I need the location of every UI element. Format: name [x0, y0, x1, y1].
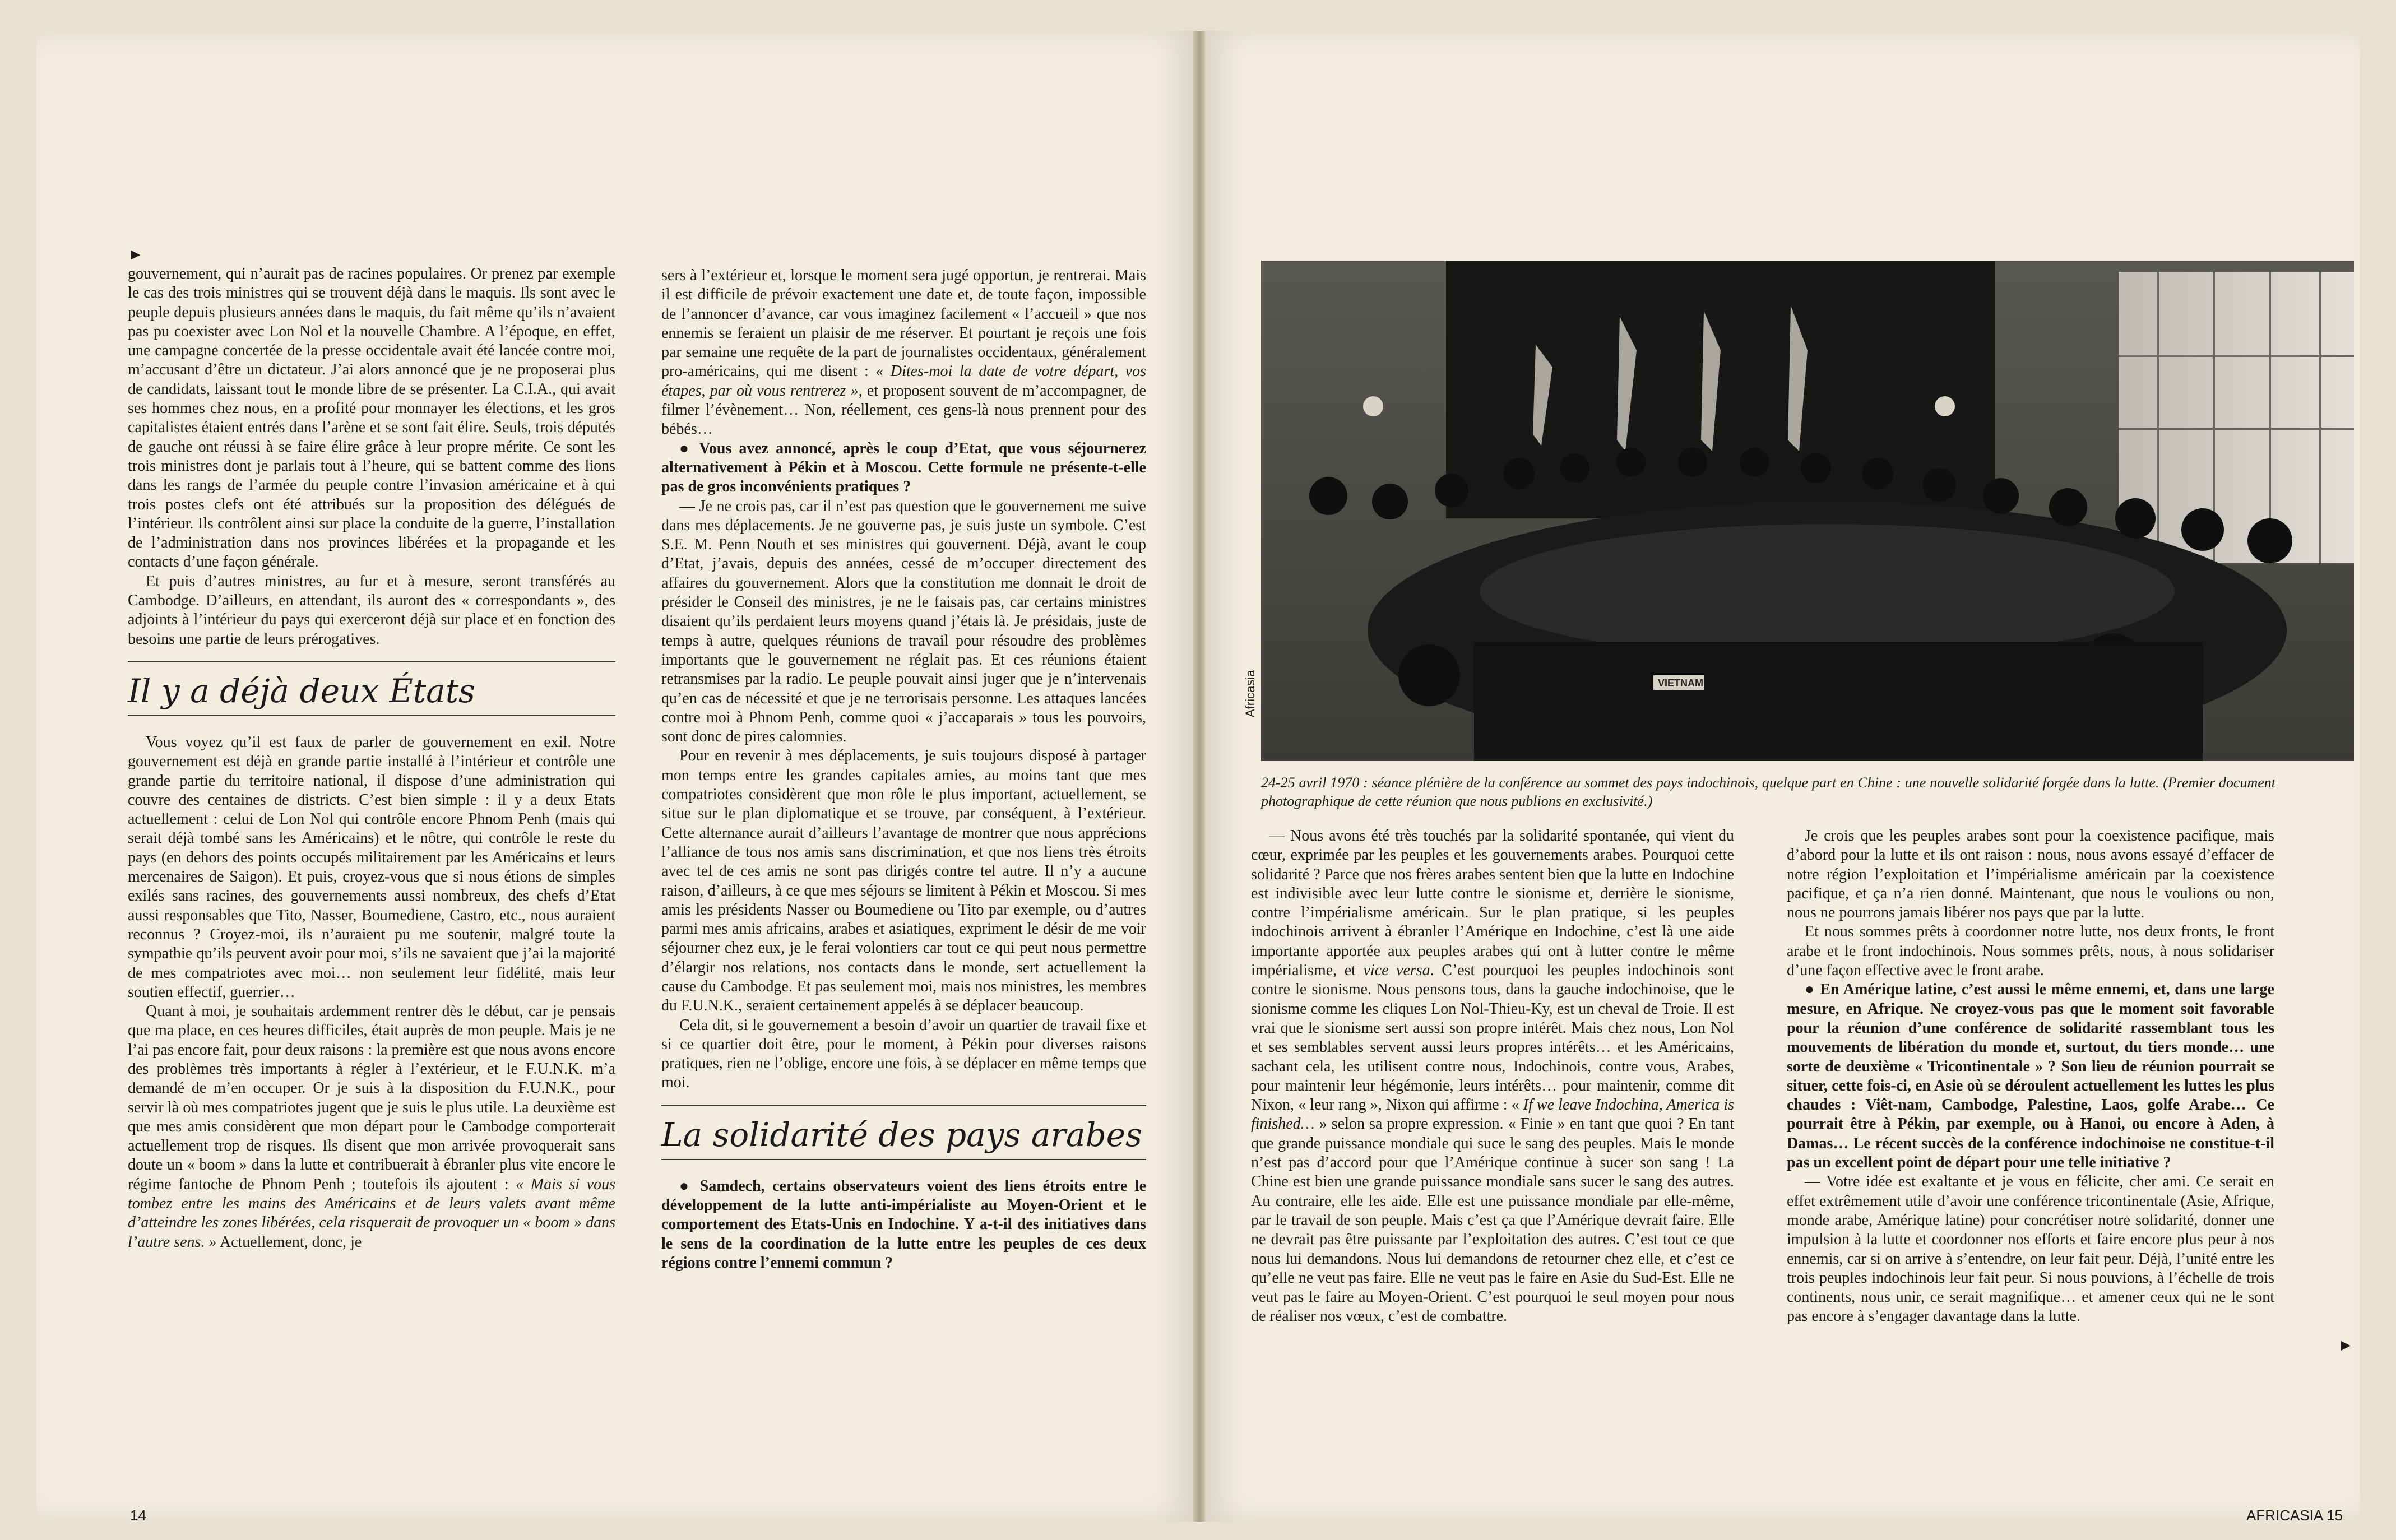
paragraph: gouvernement, qui n’aurait pas de racines populaires. Or prenez par exemple le cas des trois ministres qui se trouvent déjà dans le maquis. Ils sont avec le peuple depuis plusieurs années dans le maquis, du fait même qu’ils n’avaient pas pu coexister avec Lon Nol et la nouvelle Chambre. A l’époque, en effet, une campagne concertée de la presse occidentale avait été lancée contre moi, m’accusant d’être un dictateur. J’ai alors annoncé que je ne proposerai plus de candidats, laissant tout le monde libre de se présenter. La C.I.A., qui avait ses hommes chez nous, en a profité pour monnayer les élections, et les gros capitalistes étaient entrés dans l’arène et se sont fait élire. Seuls, trois députés de gauche ont réussi à se faire élire grâce à leur propre mérite. Ce sont les trois ministres dont je parlais tout à l’heure, qui se battent comme des lions dans les rangs de l’armée du peuple contre l’invasion américaine et à qui trois postes clefs ont été attribués sur la proposition des délégués de l’intérieur. Ils contrôlent ainsi sur place la conduite de la guerre, l’installation de l’administration dans nos provinces libérées et la propagande et les contacts d’une façon générale. [128, 265, 615, 571]
paragraph: Et nous sommes prêts à coordonner notre lutte, nos deux fronts, le front arabe et le front indochinois. Nous sommes prêts, nous, à nous solidariser d’une façon effective avec le front arabe. [1787, 923, 2274, 980]
paragraph: Cela dit, si le gouvernement a besoin d’avoir un quartier de travail fixe et si ce quartier doit être, pour le moment, à Pékin pour diverses raisons pratiques, rien ne l’oblige, encore une fois, à se déplacer en même temps que moi. [661, 1016, 1146, 1092]
paragraph: Et puis d’autres ministres, au fur et à mesure, seront transférés au Cambodge. D’ailleurs, en attendant, ils auront des « correspondants », des adjoints à l’intérieur du pays qui exerceront déjà sur place et en fonction des besoins une partie de leurs prérogatives. [128, 572, 615, 648]
conference-photo-image [1261, 261, 2354, 761]
paragraph: — Nous avons été très touchés par la solidarité spontanée, qui vient du cœur, exprimée par les peuples et les gouvernements arabes. Pourquoi cette solidarité ? Parce que nos frères arabes sentent bien que la lutte en Indochine est indivisible avec leur lutte contre le sionisme et, derrière le sionisme, contre l’impérialisme américain. Sur le plan pratique, si les peuples indochinois arrivent à ébranler l’Amérique en Indochine, c’est là une aide importante apportée aux peuples arabes qui ont à lutter contre le même impérialisme, et vice versa. C’est pourquoi les peuples indochinois sont contre le sionisme. Nous pensons tous, dans la gauche indochinoise, que le sionisme comme les cliques Lon Nol-Thieu-Ky, est un cheval de Troie. Il est vrai que le sionisme sert aussi son propre intérêt. Mais chez nous, Lon Nol et ses semblables servent aussi leurs propres intérêts… et les Américains, sachant cela, les utilisent contre nous, Indochinois, contre vous, Arabes, pour maintenir leur hégémonie, leurs intérêts… pour maintenir, comme dit Nixon, « leur rang », Nixon qui affirme : « If we leave Indochina, America is finished… » selon sa propre expression. « Finie » en tant que quoi ? En tant que grande puissance mondiale qui suce le sang des peuples. Mais le monde n’est pas d’accord pour que l’Amérique continue à sucer son sang ! La Chine est bien une grande puissance mondiale sans sucer le sang des autres. Au contraire, elle les aide. Elle est une puissance mondiale par elle-même, par le travail de son peuple. Mais c’est ça que l’Amérique devrait faire. Elle ne devrait pas être puissante par l’exploitation des autres. C’est tout ce que nous lui demandons. Nous lui demandons de retourner chez elle, et c’est ce qu’elle ne veut pas faire. Elle ne veut pas le faire en Asie du Sud-Est. Elle ne veut pas le faire au Moyen-Orient. C’est pourquoi le seul moyen pour nous de réaliser nos vœux, c’est de combattre. [1251, 827, 1734, 1325]
book-gutter [1193, 31, 1206, 1522]
photo-credit: Africasia [1243, 670, 1257, 717]
paragraph: Je crois que les peuples arabes sont pour la coexistence pacifique, mais d’abord pour la lutte et ils ont raison : nous, nous avons essayé d’effacer de notre région l’exploitation et l’impérialisme américain par la coexistence pacifique, et ça n’a rien donné. Maintenant, que nous le voulions ou non, nous ne pourrons jamais libérer nos pays que par la lutte. [1787, 827, 2274, 922]
left-page-column-2 [661, 266, 1146, 1273]
paragraph: — Je ne crois pas, car il n’est pas question que le gouvernement me suive dans mes déplacements. Je ne gouverne pas, je suis juste un symbole. C’est S.E. M. Penn Nouth et ses ministres qui gouvernent. Déjà, avant le coup d’Etat, j’avais, depuis des années, cessé de m’occuper directement des affaires du gouvernement. Alors que la constitution me donnait le droit de présider le Conseil des ministres, je ne le faisais pas, car certains ministres disaient qu’ils perdaient leurs moyens quand j’étais là. Je présidais, juste de temps à autre, quelques réunions de travail pour résoudre des problèmes importants que le gouvernement ne réglait pas. Et ces réunions étaient retransmises par la radio. Le peuple pouvait ainsi juger que je n’intervenais qu’en cas de nécessité et que je ne terrorisais personne. Les attaques lancées contre moi à Phnom Penh, comme quoi « j’accaparais » tous les pouvoirs, sont donc de pires calomnies. [661, 497, 1146, 746]
right-page-column-2 [1787, 827, 2274, 1326]
interview-question: ● Samdech, certains observateurs voient des liens étroits entre le développement de la lutte anti-impérialiste au Moyen-Orient et le comportement des Etats-Unis en Indochine. Y a-t-il des initiatives dans le sens de la coordination de la lutte entre les peuples de ces deux régions contre l’ennemi commun ? [661, 1177, 1146, 1272]
right-page-column-1 [1251, 827, 1734, 1326]
bullet-icon: ● [1805, 981, 1820, 999]
left-page-column-1 [128, 247, 615, 1252]
conference-photo [1261, 261, 2354, 761]
paragraph: — Votre idée est exaltante et je vous en félicite, cher ami. Ce serait en effet extrêmement utile d’avoir une conférence tricontinentale (Asie, Afrique, monde arabe, Amérique latine) pour concrétiser notre solidarité, donner une impulsion à la lutte et coordonner nos efforts et faire encore plus peur à nos ennemis, car si on arrive à s’entendre, on leur fait peur. Déjà, l’unité entre les trois peuples indochinois leur fait peur. Si nous pouvions, à l’échelle de trois continents, nous unir, ce serait magnifique… et amener ceux qui ne le sont pas encore à s’engager davantage dans la lutte. [1787, 1173, 2274, 1325]
paragraph: Quant à moi, je souhaitais ardemment rentrer dès le début, car je pensais que ma place, en ces heures difficiles, était auprès de mon peuple. Mais je ne l’ai pas encore fait, pour deux raisons : la première est que nous avons encore des problèmes très importants à régler à l’extérieur, et le F.U.N.K. m’a demandé de m’en occuper. Or je suis à la disposition du F.U.N.K., pour servir là où mes compatriotes jugent que je suis le plus utile. La deuxième est que mes amis considèrent que mon départ pour le Cambodge comporterait actuellement trop de risques. Ils disent que mon arrivée provoquerait sans doute un « boom » dans la lutte et contribuerait à ébranler plus vite encore le régime fantoche de Phnom Penh ; toutefois ils ajoutent : « Mais si vous tombez entre les mains des Américains et de leurs valets avant même d’atteindre les zones libérées, cela risquerait de provoquer un « boom » dans l’autre sens. » Actuellement, donc, je [128, 1003, 615, 1251]
paragraph: sers à l’extérieur et, lorsque le moment sera jugé opportun, je rentrerai. Mais il est difficile de prévoir exactement une date et, de toute façon, impossible de l’annoncer d’avance, car vous imaginez facilement « l’accueil » que nos ennemis se feraient un plaisir de me réserver. Et pourtant je reçois une fois par semaine une requête de la part de journalistes occidentaux, généralement pro-américains, qui me disent : « Dites-moi la date de votre départ, vos étapes, par où vous rentrerez », et proposent souvent de m’accompagner, de filmer l’évènement… Non, réellement, ces gens-là nous prennent pour des bébés… [661, 267, 1146, 438]
interview-question: ● En Amérique latine, c’est aussi le même ennemi, et, dans une large mesure, en Afrique. Ne croyez-vous pas que le moment soit favorable pour la réunion d’une conférence de solidarité rassemblant tous les mouvements de libération du monde et, surtout, du tiers monde… une sorte de deuxième « Tricontinentale » ? Son lieu de réunion pourrait se situer, cette fois-ci, en Asie où se déroulent actuellement les luttes les plus chaudes : Viêt-nam, Cambodge, Palestine, Laos, golfe Arabe… Ce pourrait être à Pékin, par exemple, ou à Hanoi, ou encore à Aden, à Damas… Le récent succès de la conférence indochinoise ne constitue-t-il pas un excellent point de départ pour une telle initiative ? [1787, 981, 2274, 1172]
section-heading: Il y a déjà deux États [128, 661, 615, 716]
page-number: 14 [130, 1507, 146, 1524]
magazine-name: AFRICASIA [2246, 1507, 2323, 1524]
photo-caption: 24-25 avril 1970 : séance plénière de la conférence au sommet des pays indochinois, quelque part en Chine : une nouvelle solidarité forgée dans la lutte. (Premier document photographique de cette réunion que nous publions en exclusivité.) [1261, 774, 2275, 809]
interview-question: ● Vous avez annoncé, après le coup d’Etat, que vous séjournerez alternativement à Pékin et à Moscou. Cette formule ne présente-t-elle pas de gros inconvénients pratiques ? [661, 439, 1147, 496]
bullet-icon: ● [679, 1177, 700, 1195]
continuation-arrow-icon: ► [128, 246, 143, 263]
bullet-icon: ● [679, 439, 699, 457]
continuation-arrow-icon: ► [2337, 1336, 2354, 1355]
page-footer [2246, 1507, 2343, 1524]
page-number: 15 [2327, 1507, 2343, 1524]
vietnam-nameplate: VIETNAM [1658, 678, 1703, 689]
section-heading: La solidarité des pays arabes [661, 1105, 1146, 1160]
paragraph: Vous voyez qu’il est faux de parler de gouvernement en exil. Notre gouvernement est déjà en grande partie installé à l’intérieur et contrôle une grande partie du territoire national, il dispose d’une administration qui couvre des centaines de districts. C’est bien simple : il y a deux Etats actuellement : celui de Lon Nol qui contrôle encore Phnom Penh (mais qui serait déjà tombé sans les Américains) et le nôtre, qui contrôle le reste du pays (en dehors des points occupés militairement par les Américains et leurs mercenaires de Saigon). Et puis, croyez-vous que si nous étions de simples exilés sans racines, des gouvernements aussi nombreux, des chefs d’Etat aussi responsables que Tito, Nasser, Boumediene, Castro, etc., nous auraient reconnus ? Croyez-moi, ils n’auraient pu me soutenir, malgré toute la sympathie qu’ils peuvent avoir pour moi, s’ils ne savaient que j’ai la majorité de mes compatriotes avec moi… non seulement leur fidélité, mais leur soutien effectif, guerrier… [128, 733, 615, 1001]
paragraph: Pour en revenir à mes déplacements, je suis toujours disposé à partager mon temps entre les grandes capitales amies, au moins tant que mes compatriotes considèrent que mon rôle le plus important, actuellement, se situe sur le plan diplomatique et se trouve, par conséquent, à l’extérieur. Cette alternance aurait d’ailleurs l’avantage de montrer que nous apprécions l’alliance de tous nos amis sans discrimination, et que nos liens très étroits avec tel de ces amis ne sont pas dirigés contre tel autre. Il n’y a aucune raison, d’ailleurs, à ce que mes séjours se limitent à Pékin et Moscou. Si mes amis les présidents Nasser ou Boumediene ou Tito par exemple, ou d’autres parmi mes amis africains, arabes et asiatiques, expriment le désir de me voir séjourner chez eux, je le ferai volontiers car tout ce qui peut nous permettre d’élargir nos relations, nos contacts dans le monde, sert actuellement la cause du Cambodge. Et pas seulement moi, mais nos ministres, les membres du F.U.N.K., seraient certainement appelés à se déplacer beaucoup. [661, 747, 1146, 1015]
